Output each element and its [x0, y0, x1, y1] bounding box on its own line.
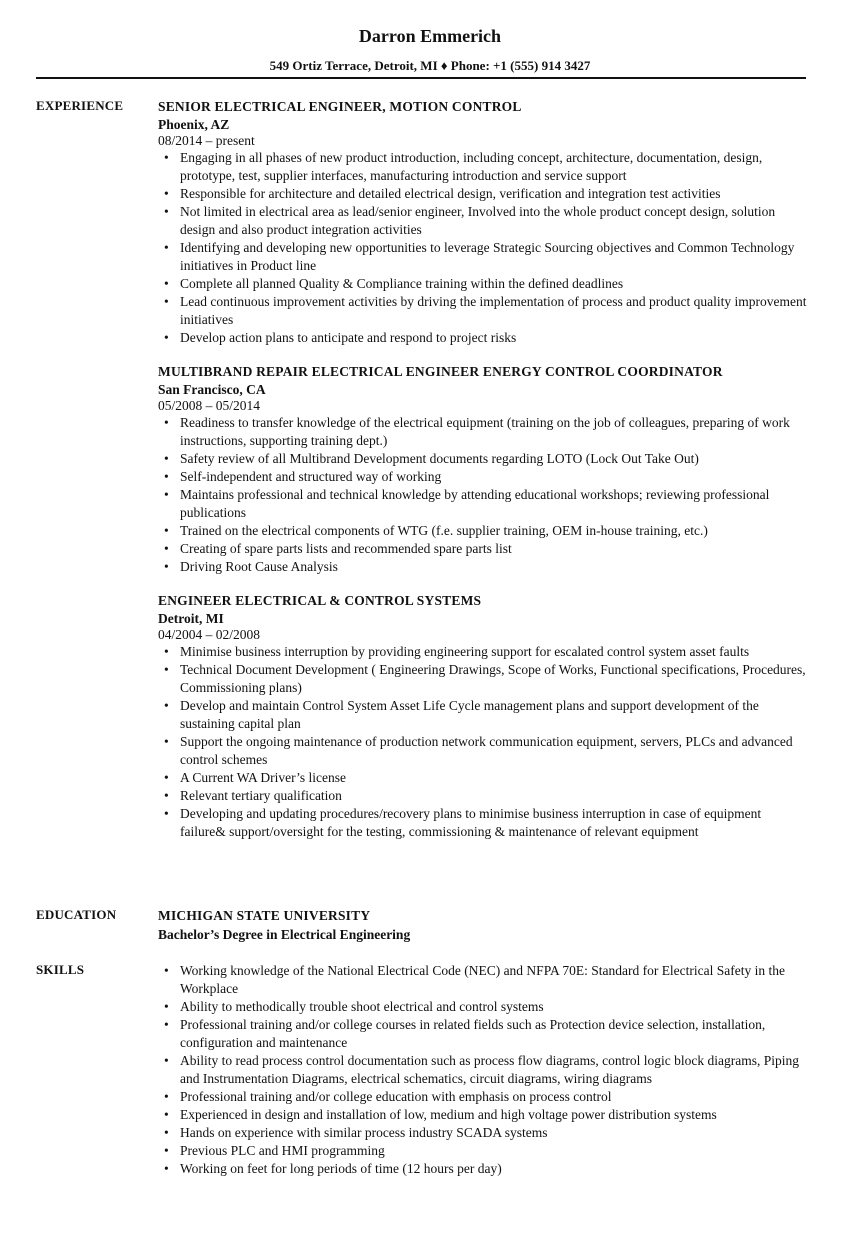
job-title: MULTIBRAND REPAIR ELECTRICAL ENGINEER ENERGY CONTROL COORDINATOR — [158, 364, 723, 379]
job-entry — [158, 363, 808, 576]
job-entry — [158, 98, 808, 347]
skill-item: • Working on feet for long periods of time (12 hours per day) — [180, 1160, 808, 1178]
skills-list — [158, 962, 808, 1178]
bullet-item: • Identifying and developing new opportunities to leverage Strategic Sourcing objectives and Common Technology initiatives in Product line — [180, 239, 808, 275]
job-bullets — [158, 149, 808, 347]
skill-item: • Experienced in design and installation of low, medium and high voltage power distribution systems — [180, 1106, 808, 1124]
job-location: Phoenix, AZ — [158, 117, 230, 132]
bullet-item: • A Current WA Driver’s license — [180, 769, 808, 787]
bullet-item: • Trained on the electrical components of WTG (f.e. supplier training, OEM in-house training, etc.) — [180, 522, 808, 540]
job-dates: 04/2004 – 02/2008 — [158, 627, 261, 642]
section-label-education: EDUCATION — [36, 907, 117, 922]
job-location: San Francisco, CA — [158, 382, 266, 397]
bullet-item: • Support the ongoing maintenance of production network communication equipment, servers, PLCs and advanced control schemes — [180, 733, 808, 769]
bullet-item: • Develop and maintain Control System Asset Life Cycle management plans and support development of the sustaining capital plan — [180, 697, 808, 733]
header-divider — [36, 77, 806, 79]
experience-body — [158, 98, 808, 857]
bullet-item: • Minimise business interruption by providing engineering support for escalated control system asset faults — [180, 643, 808, 661]
bullet-item: • Engaging in all phases of new product introduction, including concept, architecture, documentation, design, prototype, test, supplier interfaces, manufacturing introduction and service support — [180, 149, 808, 185]
job-dates: 08/2014 – present — [158, 133, 255, 148]
education-school: MICHIGAN STATE UNIVERSITY — [158, 908, 371, 923]
bullet-item: • Relevant tertiary qualification — [180, 787, 808, 805]
education-degree: Bachelor’s Degree in Electrical Engineering — [158, 927, 411, 942]
skill-item: • Previous PLC and HMI programming — [180, 1142, 808, 1160]
bullet-item: • Complete all planned Quality & Compliance training within the defined deadlines — [180, 275, 808, 293]
bullet-item: • Maintains professional and technical knowledge by attending educational workshops; reviewing professional publications — [180, 486, 808, 522]
job-entry — [158, 592, 808, 841]
bullet-item: • Creating of spare parts lists and recommended spare parts list — [180, 540, 808, 558]
job-location: Detroit, MI — [158, 611, 224, 626]
skill-item: • Professional training and/or college education with emphasis on process control — [180, 1088, 808, 1106]
education-body — [158, 907, 808, 945]
job-title: SENIOR ELECTRICAL ENGINEER, MOTION CONTROL — [158, 99, 522, 114]
bullet-item: • Self-independent and structured way of working — [180, 468, 808, 486]
job-title: ENGINEER ELECTRICAL & CONTROL SYSTEMS — [158, 593, 482, 608]
job-bullets — [158, 643, 808, 841]
skill-item: • Working knowledge of the National Electrical Code (NEC) and NFPA 70E: Standard for Electrical Safety in the Workplace — [180, 962, 808, 998]
bullet-item: • Readiness to transfer knowledge of the electrical equipment (training on the job of colleagues, preparing of work instructions, supporting training dept.) — [180, 414, 808, 450]
bullet-item: • Lead continuous improvement activities by driving the implementation of process and product quality improvement initiatives — [180, 293, 808, 329]
section-label-experience: EXPERIENCE — [36, 98, 124, 113]
bullet-item: • Technical Document Development ( Engineering Drawings, Scope of Works, Functional specifications, Procedures, Commissioning plans) — [180, 661, 808, 697]
job-dates: 05/2008 – 05/2014 — [158, 398, 261, 413]
bullet-item: • Developing and updating procedures/recovery plans to minimise business interruption in case of equipment failure& support/oversight for the testing, commissioning & maintenance of relevant equipment — [180, 805, 808, 841]
bullet-item: • Not limited in electrical area as lead/senior engineer, Involved into the whole product concept design, solution design and also product integration activities — [180, 203, 808, 239]
skill-item: • Ability to read process control documentation such as process flow diagrams, control logic block diagrams, Piping and Instrumentation Diagrams, electrical schematics, circuit diagrams, wiring diagrams — [180, 1052, 808, 1088]
skill-item: • Professional training and/or college courses in related fields such as Protection device selection, installation, configuration and maintenance — [180, 1016, 808, 1052]
bullet-item: • Driving Root Cause Analysis — [180, 558, 808, 576]
job-bullets — [158, 414, 808, 576]
resume-header — [0, 0, 860, 75]
skill-item: • Ability to methodically trouble shoot electrical and control systems — [180, 998, 808, 1016]
bullet-item: • Safety review of all Multibrand Development documents regarding LOTO (Lock Out Take Out) — [180, 450, 808, 468]
bullet-item: • Develop action plans to anticipate and respond to project risks — [180, 329, 808, 347]
bullet-item: • Responsible for architecture and detailed electrical design, verification and integration test activities — [180, 185, 808, 203]
section-label-skills: SKILLS — [36, 962, 85, 977]
skills-body — [158, 962, 808, 1178]
skill-item: • Hands on experience with similar process industry SCADA systems — [180, 1124, 808, 1142]
contact-line: 549 Ortiz Terrace, Detroit, MI ♦ Phone: +1 (555) 914 3427 — [269, 58, 591, 73]
candidate-name: Darron Emmerich — [358, 26, 502, 46]
